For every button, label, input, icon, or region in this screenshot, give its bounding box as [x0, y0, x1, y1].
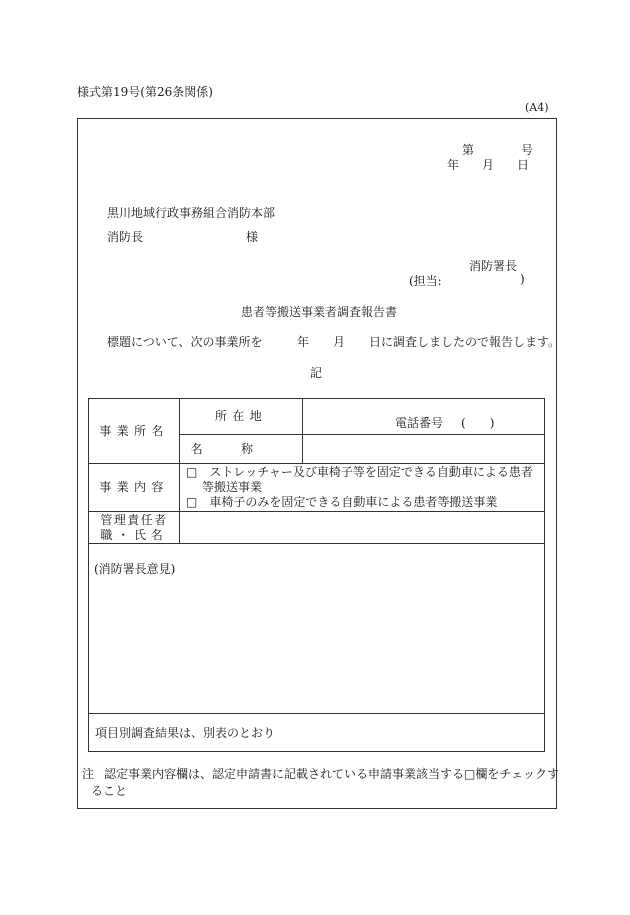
- sender-contact-close: ): [520, 272, 525, 286]
- sender-contact-open: (担当:: [409, 274, 442, 288]
- name-label-cell: [180, 435, 303, 464]
- name-label: 名称: [190, 441, 292, 456]
- chief-opinion-label: (消防署長意見): [94, 562, 176, 576]
- phone-label: 電話番号: [395, 416, 444, 430]
- manager-label-1: 管理責任者: [100, 512, 168, 527]
- location-label-cell: [180, 399, 303, 435]
- results-text: 項目別調査結果は、別表のとおり: [95, 726, 276, 740]
- sender-title: 消防署長: [469, 259, 518, 273]
- chief-opinion-cell[interactable]: [89, 544, 545, 714]
- results-cell: [89, 714, 545, 752]
- addressee-title: 消防長: [107, 230, 144, 244]
- office-label: 事業所名: [99, 423, 169, 438]
- body-year: 年: [297, 335, 310, 349]
- paper-size: (A4): [525, 101, 549, 114]
- note-prefix: 注: [82, 767, 95, 781]
- report-table: [88, 398, 545, 752]
- location-label: 所在地: [214, 409, 268, 423]
- body-tail: 日に調査しましたので報告します。: [369, 335, 561, 349]
- manager-label-2: 職・氏名: [100, 527, 168, 542]
- location-value-cell[interactable]: [303, 399, 545, 435]
- ki-mark: 記: [310, 366, 323, 380]
- date-day: 日: [517, 158, 530, 172]
- doc-number-go: 号: [521, 143, 534, 157]
- doc-number-dai: 第: [462, 143, 475, 157]
- addressee-honorific: 様: [246, 230, 259, 244]
- phone-parens: ( ): [461, 416, 495, 430]
- note-line2: ること: [91, 784, 128, 798]
- document-title: 患者等搬送事業者調査報告書: [241, 305, 398, 319]
- office-label-cell: [89, 399, 180, 464]
- manager-value-cell[interactable]: [180, 512, 545, 544]
- option-stretcher[interactable]: □ ストレッチャー及び車椅子等を固定できる自動車による患者: [186, 465, 533, 479]
- body-month: 月: [333, 335, 346, 349]
- date-year: 年: [447, 158, 460, 172]
- option-stretcher-cont: 等搬送事業: [202, 480, 263, 494]
- name-value-cell[interactable]: [303, 435, 545, 464]
- note-line1: 認定事業内容欄は、認定申請書に記載されている申請事業該当する□欄をチェックす: [104, 767, 559, 781]
- addressee-org: 黒川地域行政事務組合消防本部: [107, 206, 276, 220]
- form-number: 様式第19号(第26条関係): [77, 85, 213, 99]
- option-wheelchair[interactable]: □ 車椅子のみを固定できる自動車による患者等搬送事業: [186, 495, 498, 509]
- manager-label-cell: [89, 512, 180, 544]
- business-label: 事業内容: [99, 480, 169, 494]
- business-options-cell: [180, 464, 545, 512]
- business-label-cell: [89, 464, 180, 512]
- body-lead: 標題について、次の事業所を: [107, 335, 263, 349]
- date-month: 月: [482, 158, 495, 172]
